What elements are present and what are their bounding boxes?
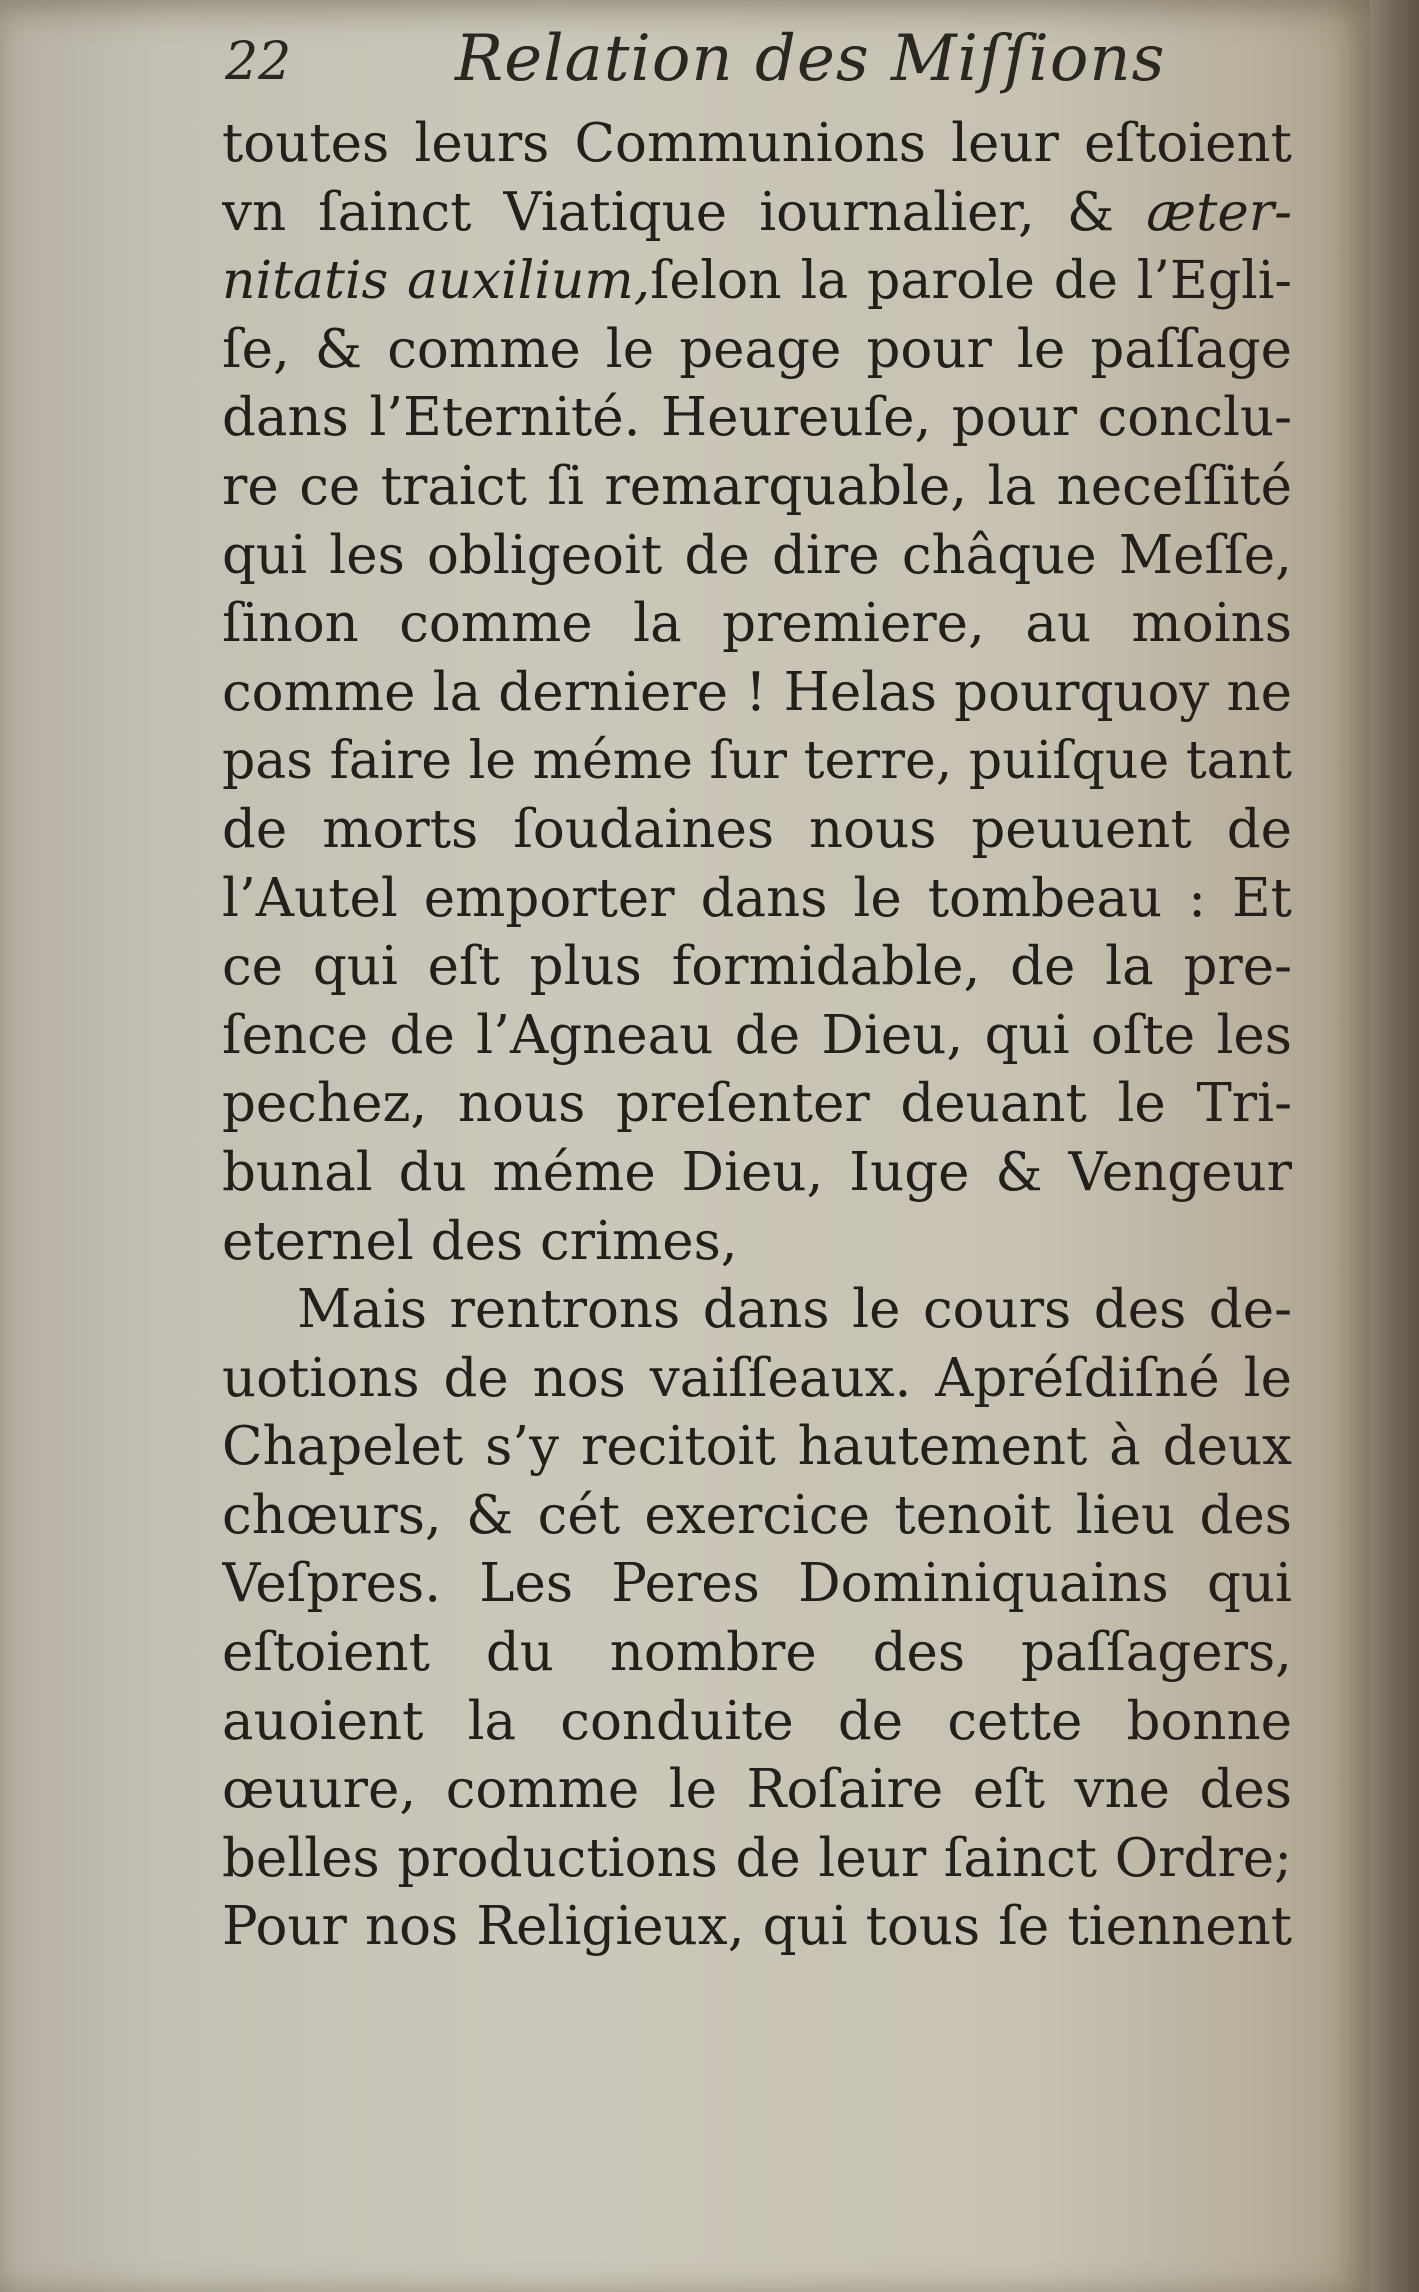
text-line: comme la derniere ! Helas pourquoy ne <box>222 661 1292 723</box>
text-line: Pour nos Religieux, qui tous ſe tiennent <box>222 1896 1292 1958</box>
adjacent-page-edge <box>1370 0 1419 2292</box>
text-line: Chapelet s’y recitoit hautement à deux <box>222 1416 1292 1478</box>
text-line: bunal du méme Dieu, Iuge & Vengeur <box>222 1141 1292 1203</box>
text-line: belles productions de leur ſainct Ordre; <box>222 1827 1292 1889</box>
text-line: dans l’Eternité. Heureuſe, pour conclu- <box>222 387 1292 449</box>
latin-phrase: æter- <box>1146 181 1292 243</box>
text-line <box>222 247 1292 316</box>
text-line: Mais rentrons dans le cours des de- <box>297 1279 1292 1341</box>
text-line: ſe, & comme le peage pour le paſſage <box>222 318 1292 380</box>
text-line: pechez, nous preſenter deuant le Tri- <box>222 1073 1292 1135</box>
text-line: re ce traict ſi remarquable, la neceſſité <box>222 455 1292 517</box>
text-line: ſinon comme la premiere, au moins <box>222 593 1292 655</box>
text-line: l’Autel emporter dans le tombeau : Et <box>222 867 1292 929</box>
text-line: Veſpres. Les Peres Dominiquains qui <box>222 1553 1292 1615</box>
text-segment: vn ſainct Viatique iournalier, & <box>222 181 1115 243</box>
text-line: ce qui eſt plus formidable, de la pre- <box>222 936 1292 998</box>
page-number: 22 <box>225 32 292 92</box>
text-line: de morts ſoudaines nous peuuent de <box>222 798 1292 860</box>
text-line: ſence de l’Agneau de Dieu, qui oſte les <box>222 1004 1292 1066</box>
text-line: eternel des crimes, <box>222 1210 738 1272</box>
running-title: Relation des Miſſions <box>455 22 1166 96</box>
text-segment: ſelon la parole de l’Egli- <box>650 251 1292 312</box>
text-line: œuure, comme le Roſaire eſt vne des <box>222 1759 1292 1821</box>
text-line: chœurs, & cét exercice tenoit lieu des <box>222 1484 1292 1546</box>
latin-phrase: nitatis auxilium, <box>222 251 651 312</box>
text-line: eſtoient du nombre des paſſagers, <box>222 1622 1292 1684</box>
running-head <box>225 22 1285 112</box>
text-line <box>222 179 1292 248</box>
text-line: uotions de nos vaiſſeaux. Apréſdiſné le <box>222 1347 1292 1409</box>
text-line: pas faire le méme ſur terre, puiſque tant <box>222 731 1292 792</box>
text-line: toutes leurs Communions leur eſtoient <box>222 113 1292 174</box>
body-text <box>222 110 1292 1962</box>
text-line: qui les obligeoit de dire châque Meſſe, <box>222 524 1292 586</box>
text-line: auoient la conduite de cette bonne <box>222 1690 1292 1752</box>
